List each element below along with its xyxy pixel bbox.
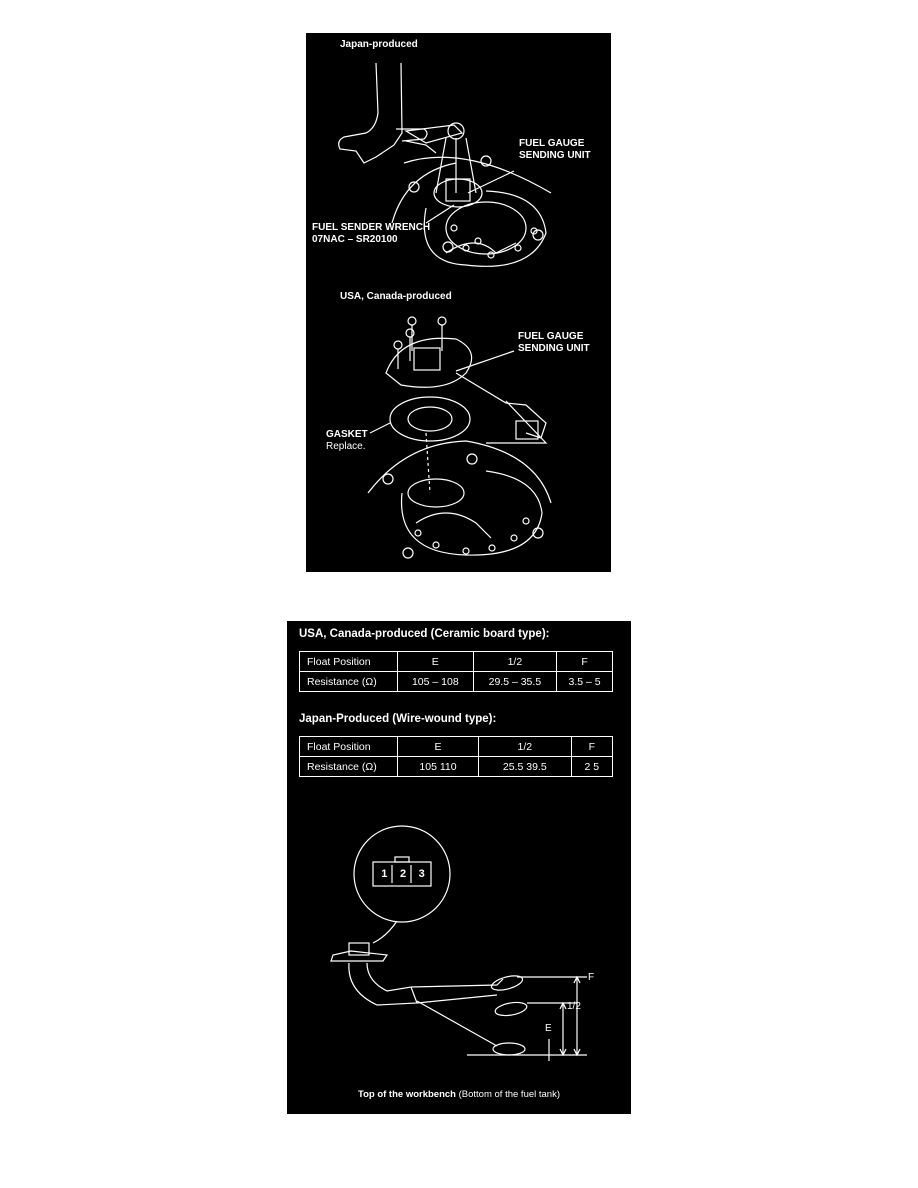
wrench-part-number: 07NAC – SR20100 — [312, 234, 398, 245]
table-cell: Resistance (Ω) — [300, 757, 398, 777]
float-position-illustration — [287, 621, 631, 1114]
table-cell: Resistance (Ω) — [300, 672, 398, 692]
terminal-2-label: 2 — [399, 868, 407, 880]
japan-produced-title: Japan-produced — [340, 39, 418, 50]
installation-diagram-panel — [306, 33, 611, 572]
table-header-cell: E — [398, 737, 479, 757]
resistance-spec-panel — [287, 621, 631, 1114]
table-header-cell: F — [571, 737, 612, 757]
table-cell: 29.5 – 35.5 — [473, 672, 557, 692]
caption-bold: Top of the workbench — [357, 1089, 456, 1100]
connector-terminals — [375, 864, 431, 884]
sending-unit-label-usa: FUEL GAUGE SENDING UNIT — [518, 331, 590, 354]
terminal-3-label: 3 — [418, 868, 425, 880]
gasket-label: GASKET — [326, 429, 368, 440]
table-header-cell: 1/2 — [473, 652, 557, 672]
wrench-label: FUEL SENDER WRENCH — [312, 222, 431, 233]
sending-unit-label-japan: FUEL GAUGE SENDING UNIT — [519, 138, 591, 161]
table-cell: 3.5 – 5 — [557, 672, 613, 692]
usa-produced-title: USA, Canada-produced — [340, 291, 452, 302]
table-cell: 25.5 39.5 — [479, 757, 572, 777]
usa-table-title: USA, Canada-produced (Ceramic board type): — [299, 628, 550, 640]
gasket-replace-note: Replace. — [326, 441, 366, 452]
japan-table-title: Japan-Produced (Wire-wound type): — [299, 713, 497, 725]
table-header-cell: Float Position — [300, 652, 398, 672]
caption-normal: (Bottom of the fuel tank) — [455, 1089, 561, 1100]
table-cell: 2 5 — [571, 757, 612, 777]
terminal-1-label: 1 — [381, 868, 388, 880]
table-cell: 105 – 108 — [398, 672, 474, 692]
table-header-cell: Float Position — [300, 737, 398, 757]
float-empty-label: E — [545, 1023, 552, 1034]
table-header-cell: E — [398, 652, 474, 672]
table-header-cell: F — [557, 652, 613, 672]
table-cell: 105 110 — [398, 757, 479, 777]
workbench-caption — [287, 1089, 631, 1100]
table-header-cell: 1/2 — [479, 737, 572, 757]
float-half-label: 1/2 — [567, 1001, 581, 1012]
float-full-label: F — [588, 972, 595, 983]
